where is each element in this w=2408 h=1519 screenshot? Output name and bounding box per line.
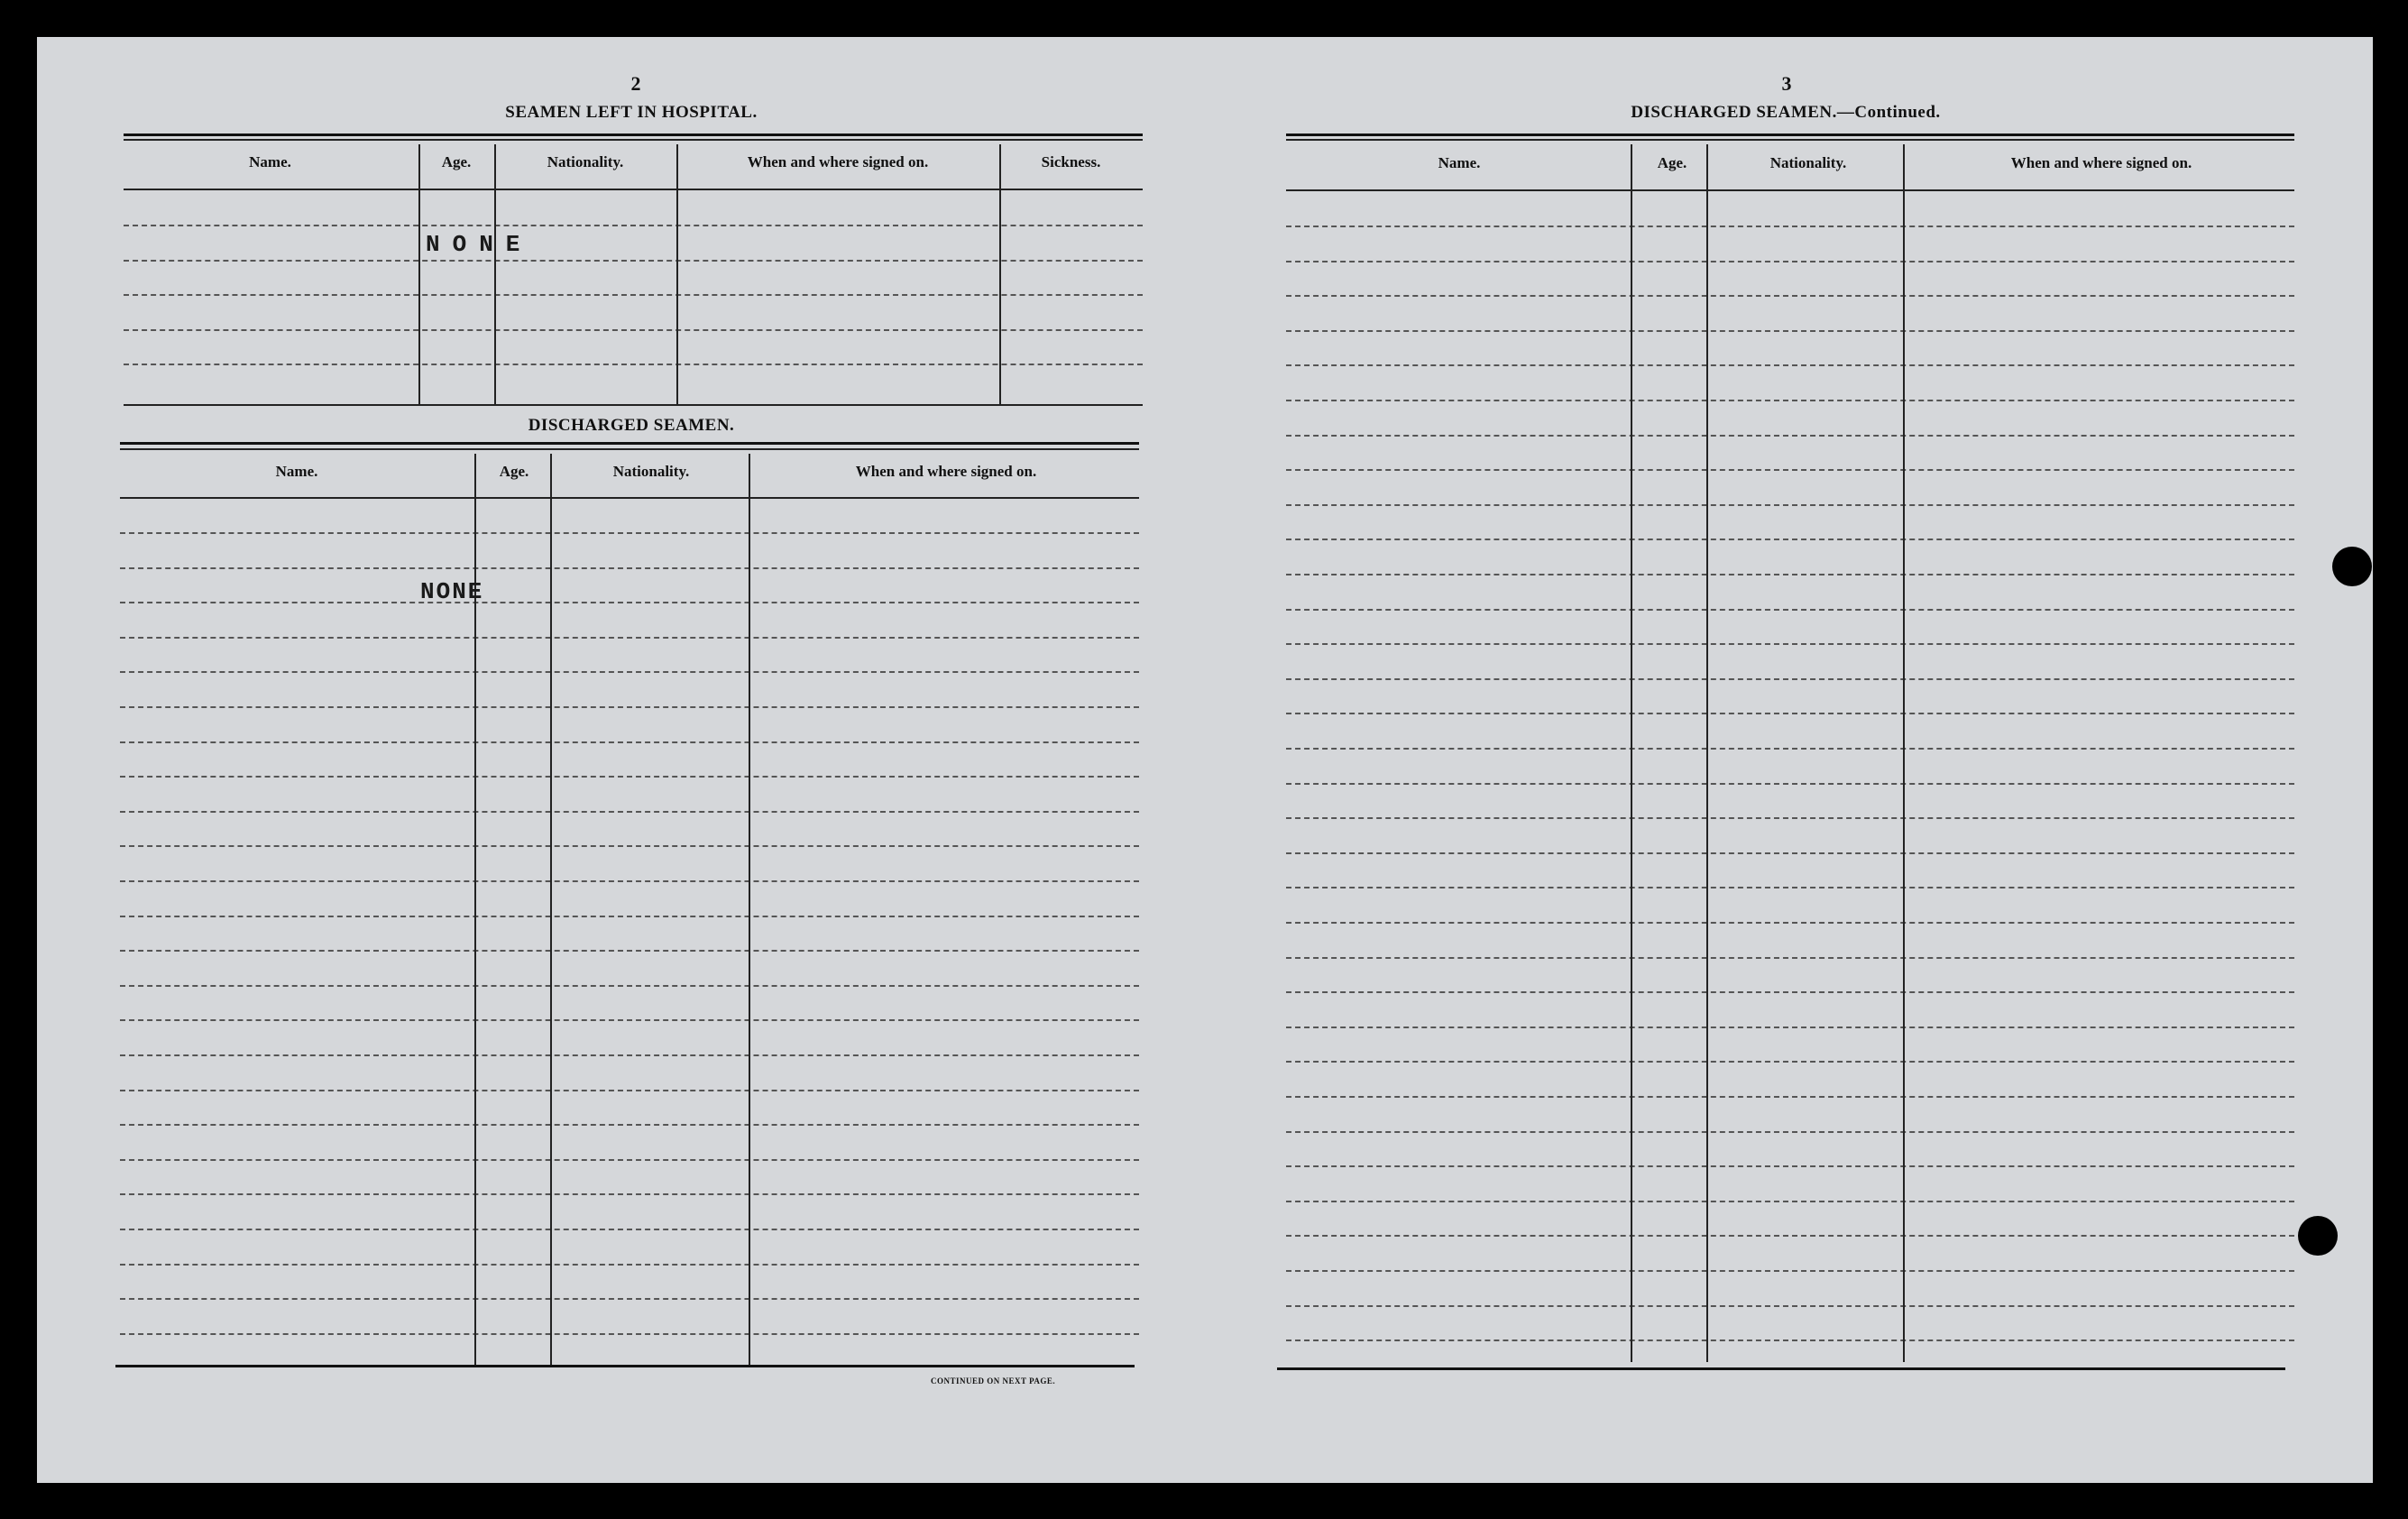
hospital-header-rule xyxy=(124,189,1143,190)
ruled-line xyxy=(120,1159,1139,1161)
ruled-line xyxy=(1286,991,2294,993)
right-divider-2 xyxy=(1706,144,1708,1362)
ruled-line xyxy=(1286,364,2294,366)
discharged-top-rule xyxy=(120,442,1139,445)
ruled-line xyxy=(120,1019,1139,1021)
ruled-line xyxy=(124,329,1143,331)
ruled-line xyxy=(120,1298,1139,1300)
ruled-line xyxy=(1286,1096,2294,1098)
hospital-top-rule xyxy=(124,133,1143,136)
punch-hole-bottom xyxy=(2298,1216,2338,1256)
ruled-line xyxy=(1286,783,2294,785)
discharged-col-nationality: Nationality. xyxy=(612,463,690,480)
hospital-divider-4 xyxy=(999,144,1001,406)
ruled-line xyxy=(120,1333,1139,1335)
discharged-header-rule xyxy=(120,497,1139,499)
ruled-line xyxy=(1286,713,2294,714)
ruled-line xyxy=(1286,1305,2294,1307)
ruled-line xyxy=(120,1054,1139,1056)
right-title: DISCHARGED SEAMEN.—Continued. xyxy=(1631,103,1941,122)
ruled-line xyxy=(120,916,1139,917)
ruled-line xyxy=(1286,1270,2294,1272)
ruled-line xyxy=(1286,887,2294,888)
ruled-line xyxy=(1286,957,2294,959)
right-col-nationality: Nationality. xyxy=(1769,154,1847,171)
ruled-line xyxy=(120,1193,1139,1195)
ruled-line xyxy=(1286,643,2294,645)
discharged-top-rule-2 xyxy=(120,448,1139,450)
ruled-line xyxy=(1286,1131,2294,1133)
hospital-divider-3 xyxy=(676,144,678,406)
ruled-line xyxy=(1286,1061,2294,1063)
discharged-divider-3 xyxy=(749,454,750,1365)
ruled-line xyxy=(120,880,1139,882)
ruled-line xyxy=(1286,1165,2294,1167)
ruled-line xyxy=(120,1229,1139,1230)
hospital-divider-2 xyxy=(494,144,496,406)
ruled-line xyxy=(120,1090,1139,1091)
discharged-title: DISCHARGED SEAMEN. xyxy=(528,416,735,435)
ruled-line xyxy=(1286,609,2294,611)
hospital-col-signed-on: When and where signed on. xyxy=(747,153,929,170)
ruled-line xyxy=(120,1264,1139,1266)
ruled-line xyxy=(120,671,1139,673)
hospital-bottom-rule xyxy=(124,404,1143,406)
ruled-line xyxy=(1286,330,2294,332)
discharged-divider-2 xyxy=(550,454,552,1365)
right-bottom-rule xyxy=(1277,1367,2285,1370)
ruled-line xyxy=(120,950,1139,952)
hospital-col-age: Age. xyxy=(441,153,472,170)
discharged-bottom-rule xyxy=(115,1365,1135,1367)
ruled-line xyxy=(120,811,1139,813)
discharged-col-age: Age. xyxy=(499,463,529,480)
hospital-entry-none: NONE xyxy=(426,231,533,258)
right-col-age: Age. xyxy=(1657,154,1687,171)
ruled-line xyxy=(1286,295,2294,297)
hospital-top-rule-2 xyxy=(124,139,1143,141)
ruled-line xyxy=(124,260,1143,262)
ruled-line xyxy=(1286,226,2294,227)
punch-hole-top xyxy=(2332,547,2372,586)
hospital-col-sickness: Sickness. xyxy=(1041,153,1101,170)
hospital-title: SEAMEN LEFT IN HOSPITAL. xyxy=(505,103,758,122)
ruled-line xyxy=(1286,400,2294,401)
hospital-divider-1 xyxy=(418,144,420,406)
ruled-line xyxy=(1286,817,2294,819)
right-divider-3 xyxy=(1903,144,1905,1362)
hospital-col-nationality: Nationality. xyxy=(547,153,624,170)
ruled-line xyxy=(1286,469,2294,471)
ruled-line xyxy=(120,567,1139,569)
ruled-line xyxy=(1286,574,2294,575)
right-header-rule xyxy=(1286,189,2294,191)
ruled-line xyxy=(1286,261,2294,262)
ruled-line xyxy=(124,225,1143,226)
ruled-line xyxy=(1286,1235,2294,1237)
right-col-name: Name. xyxy=(1438,154,1481,171)
ruled-line xyxy=(1286,748,2294,750)
discharged-entry-none: NONE xyxy=(420,578,484,605)
right-divider-1 xyxy=(1631,144,1632,1362)
ruled-line xyxy=(120,602,1139,603)
right-col-signed-on: When and where signed on. xyxy=(2010,154,2192,171)
discharged-col-name: Name. xyxy=(275,463,318,480)
right-top-rule-2 xyxy=(1286,139,2294,141)
ruled-line xyxy=(1286,852,2294,854)
left-page-number: 2 xyxy=(630,72,641,95)
ruled-line xyxy=(120,532,1139,534)
right-page-number: 3 xyxy=(1781,72,1792,95)
ruled-line xyxy=(1286,1339,2294,1341)
ruled-line xyxy=(1286,1026,2294,1028)
ruled-line xyxy=(1286,539,2294,540)
continued-note: CONTINUED ON NEXT PAGE. xyxy=(931,1376,1056,1386)
ruled-line xyxy=(120,741,1139,743)
ruled-line xyxy=(120,776,1139,778)
ruled-line xyxy=(1286,678,2294,680)
discharged-col-signed-on: When and where signed on. xyxy=(855,463,1037,480)
ruled-line xyxy=(120,1124,1139,1126)
ruled-line xyxy=(120,845,1139,847)
ruled-line xyxy=(1286,922,2294,924)
document-sheet xyxy=(37,37,2373,1483)
ruled-line xyxy=(124,294,1143,296)
ruled-line xyxy=(120,706,1139,708)
ruled-line xyxy=(120,637,1139,639)
ruled-line xyxy=(120,985,1139,987)
ruled-line xyxy=(124,364,1143,365)
right-top-rule xyxy=(1286,133,2294,136)
ruled-line xyxy=(1286,504,2294,506)
ruled-line xyxy=(1286,435,2294,437)
hospital-col-name: Name. xyxy=(249,153,291,170)
ruled-line xyxy=(1286,1201,2294,1202)
